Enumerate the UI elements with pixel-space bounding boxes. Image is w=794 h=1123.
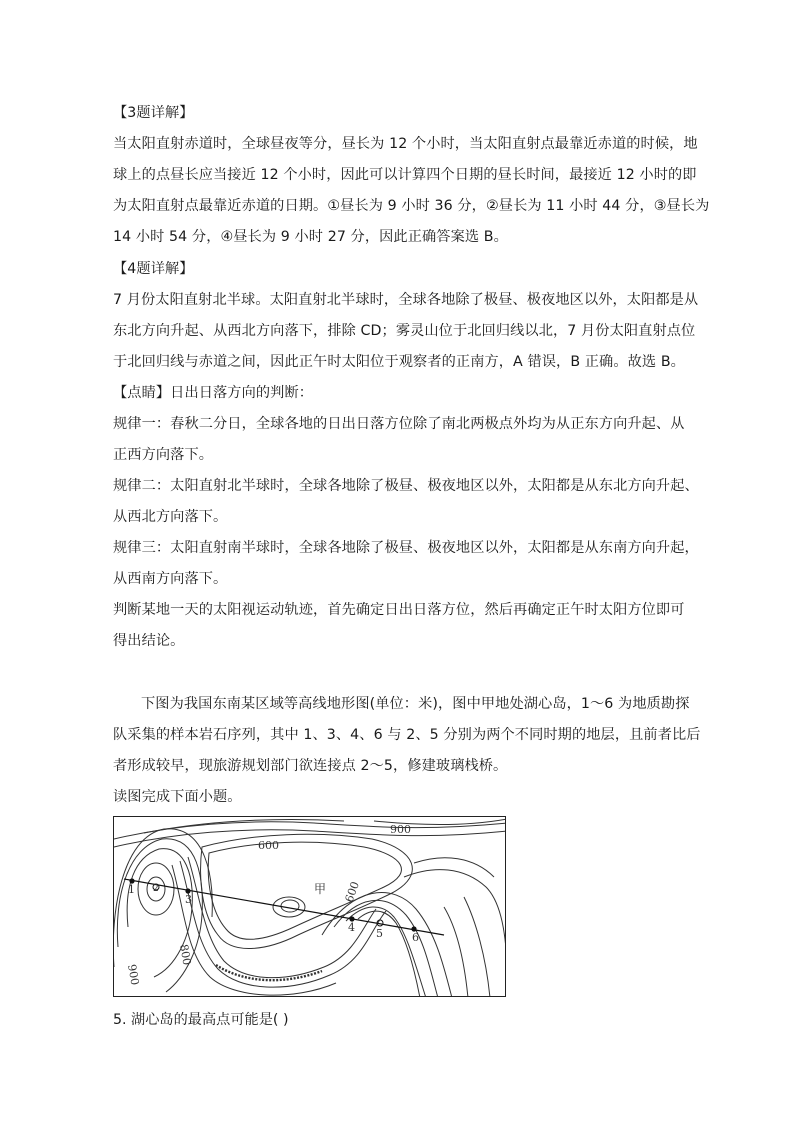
tips-line: 判断某地一天的太阳视运动轨迹，首先确定日出日落方位，然后再确定正午时太阳方位即可 <box>113 602 685 618</box>
point-label-1: 1 <box>128 883 135 896</box>
contour-label: 900 <box>125 963 142 987</box>
tips-line: 正西方向落下。 <box>113 447 214 463</box>
point-label-6: 6 <box>412 931 419 944</box>
point-label-2: 2 <box>153 884 159 894</box>
intro-line: 队采集的样本岩石序列，其中 1、3、4、6 与 2、5 分别为两个不同时期的地层，且前者比后 <box>113 727 701 743</box>
point-label-5: 5 <box>376 927 383 940</box>
section4-line: 于北回归线与赤道之间，因此正午时太阳位于观察者的正南方，A 错误，B 正确。故选 B。 <box>113 354 685 370</box>
tips-line: 从西南方向落下。 <box>113 571 228 587</box>
contour-label: 600 <box>258 839 279 852</box>
point-label-3: 3 <box>185 893 192 906</box>
contour-label: 900 <box>390 823 411 836</box>
tips-line: 规律二：太阳直射北半球时，全球各地除了极昼、极夜地区以外，太阳都是从东北方向升起、 <box>113 478 699 494</box>
intro-line: 下图为我国东南某区域等高线地形图(单位：米)，图中甲地处湖心岛，1～6 为地质勘探 <box>141 696 690 712</box>
intro-line: 读图完成下面小题。 <box>113 789 242 805</box>
contour-map <box>113 816 506 997</box>
question-5: 5. 湖心岛的最高点可能是( ) <box>113 1012 289 1028</box>
section4-line: 东北方向升起、从西北方向落下，排除 CD；雾灵山位于北回归线以北，7 月份太阳直射点位 <box>113 323 696 339</box>
section3-line: 球上的点昼长应当接近 12 个小时，因此可以计算四个日期的昼长时间，最接近 12 小时的即 <box>113 167 697 183</box>
place-label-jia: 甲 <box>314 882 327 896</box>
contour-label: 600 <box>342 879 363 905</box>
section3-line: 14 小时 54 分，④昼长为 9 小时 27 分，因此正确答案选 B。 <box>113 229 508 245</box>
contour-label: 800 <box>177 943 194 967</box>
tips-line: 得出结论。 <box>113 633 185 649</box>
section3-line: 为太阳直射点最靠近赤道的日期。①昼长为 9 小时 36 分，②昼长为 11 小时 44 分，③昼长为 <box>113 198 710 214</box>
section4-heading: 【4题详解】 <box>113 261 194 277</box>
tips-title: 【点睛】日出日落方向的判断： <box>113 385 314 401</box>
contour-map-svg <box>114 817 506 997</box>
tips-line: 规律一：春秋二分日，全球各地的日出日落方位除了南北两极点外均为从正东方向升起、从 <box>113 416 685 432</box>
tips-line: 从西北方向落下。 <box>113 509 228 525</box>
section3-heading: 【3题详解】 <box>113 105 194 121</box>
section4-line: 7 月份太阳直射北半球。太阳直射北半球时，全球各地除了极昼、极夜地区以外，太阳都是从 <box>113 292 699 308</box>
section3-line: 当太阳直射赤道时，全球昼夜等分，昼长为 12 个小时，当太阳直射点最靠近赤道的时候，地 <box>113 136 698 152</box>
intro-line: 者形成较早，现旅游规划部门欲连接点 2～5，修建玻璃栈桥。 <box>113 758 508 774</box>
tips-line: 规律三：太阳直射南半球时，全球各地除了极昼、极夜地区以外，太阳都是从东南方向升起， <box>113 540 699 556</box>
point-label-4: 4 <box>348 921 355 934</box>
